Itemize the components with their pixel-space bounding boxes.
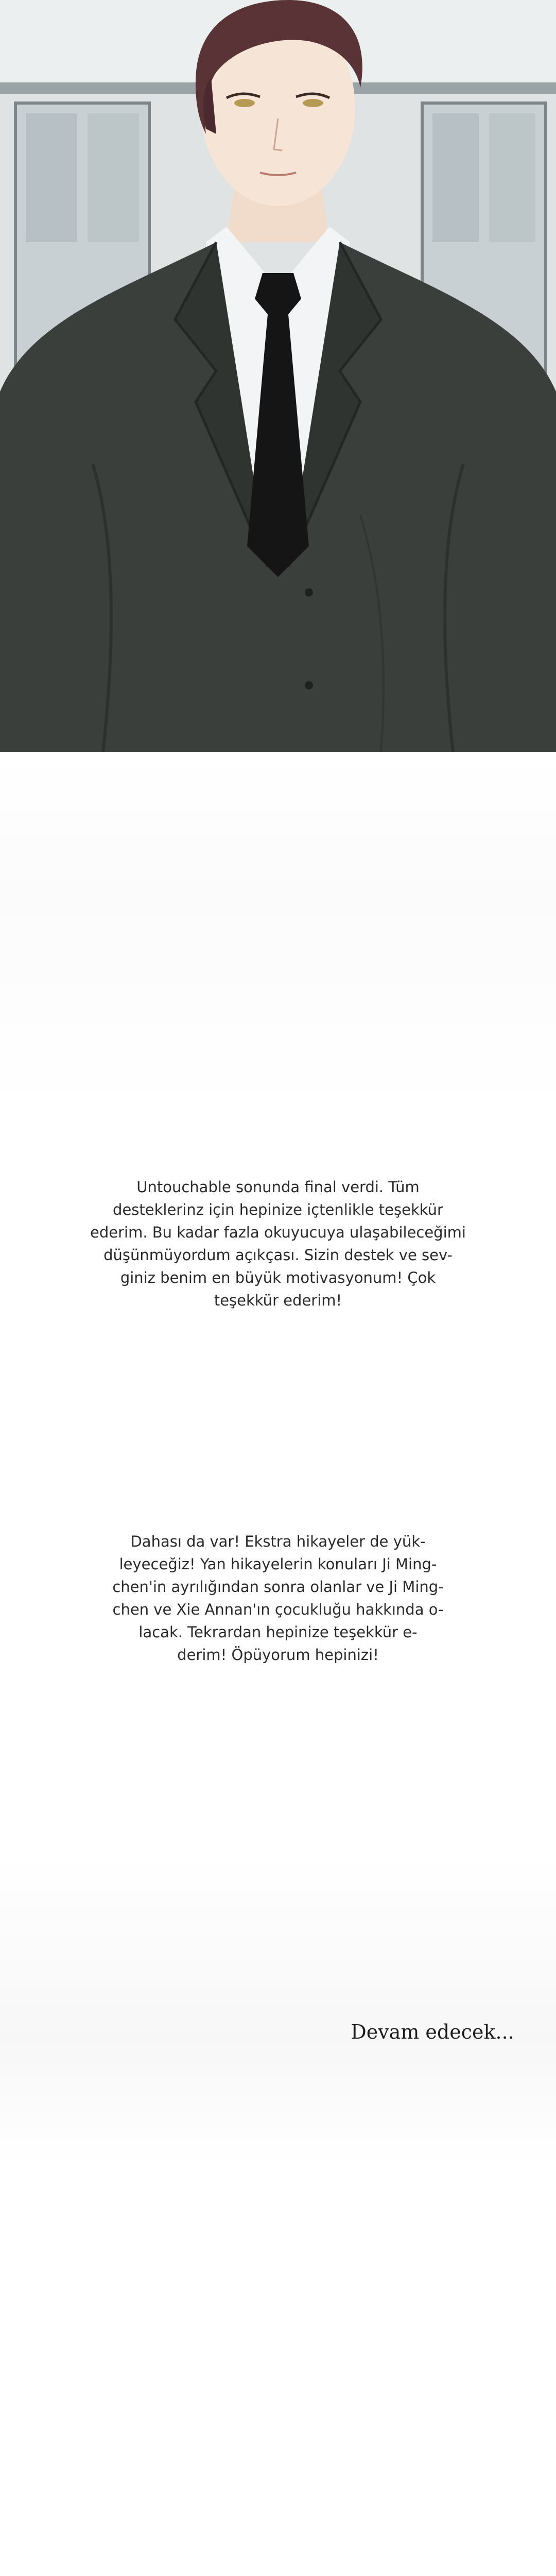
comic-panel-suit-man <box>0 0 556 752</box>
suit-man-illustration <box>0 0 556 752</box>
author-thanks-message: Untouchable sonunda final verdi. Tüm desteklerinz için hepinize içtenlikle teşekkür ederim. Bu kadar fazla okuyucuya ulaşabileceğimi düşünmüyordum açıkçası. Sizin destek ve sev- giniz benim en büyük motivasyonum! Çok teşekkür ederim! <box>90 1178 466 1309</box>
author-extras-message: Dahası da var! Ekstra hikayeler de yük- leyeceğiz! Yan hikayelerin konuları Ji Ming- chen'in ayrılığından sonra olanlar ve Ji Ming- chen ve Xie Annan'ın çocukluğu hakkında o- lacak. Tekrardan hepinize teşekkür e- derim! Öpüyorum hepinizi! <box>112 1533 444 1664</box>
decorative-band <box>0 752 556 1113</box>
decorative-band <box>0 1855 556 2164</box>
to-be-continued-text: Devam edecek... <box>351 2021 514 2043</box>
